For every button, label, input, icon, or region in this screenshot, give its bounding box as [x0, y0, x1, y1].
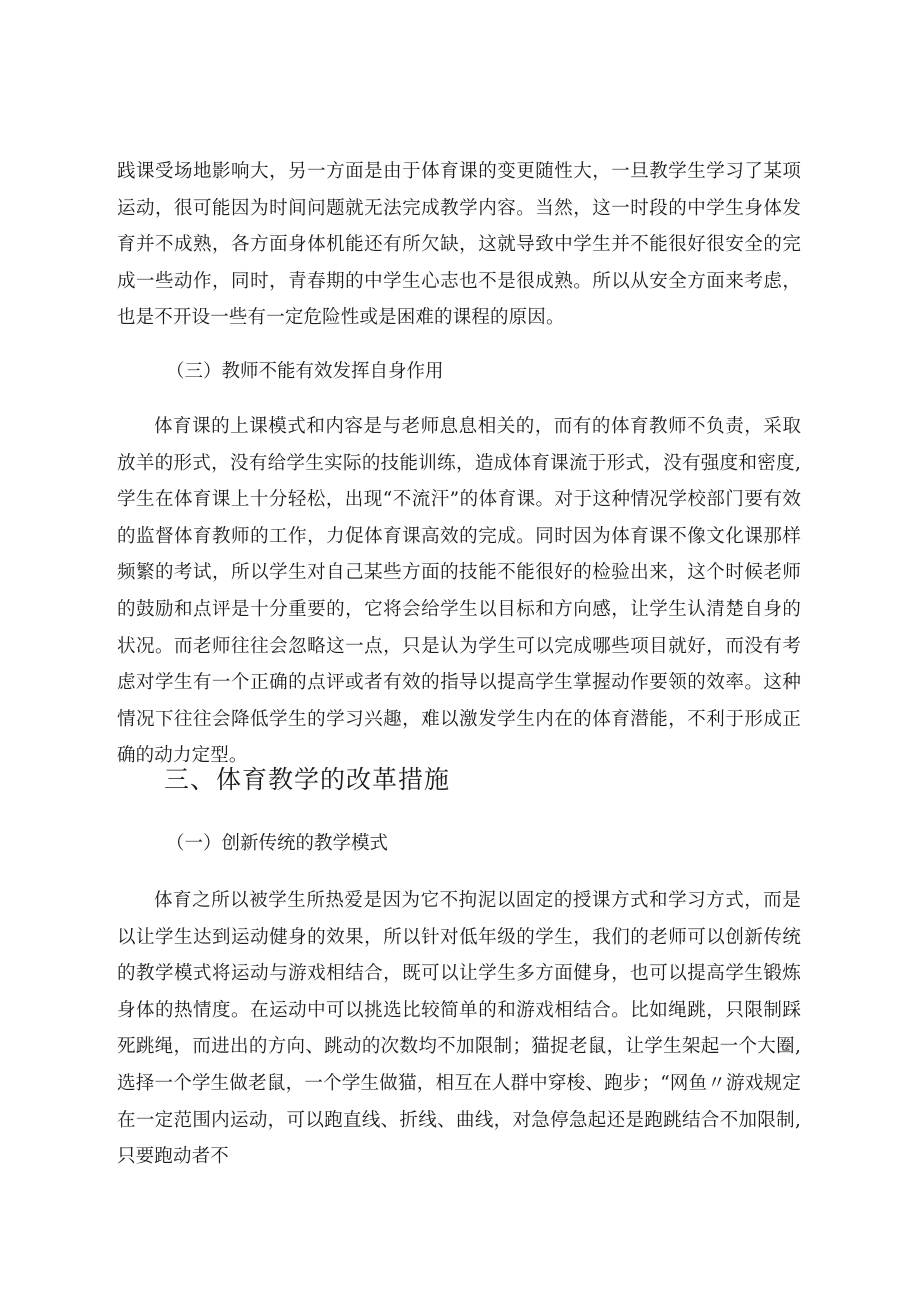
subheading-teacher-role: （三）教师不能有效发挥自身作用	[166, 361, 444, 382]
paragraph-teacher-responsibility: 体育课的上课模式和内容是与老师息息相关的，而有的体育教师不负责，采取放羊的形式，没有给学生实际的技能训练，造成体育课流于形式，没有强度和密度,学生在体育课上十分轻松，出现“不流汗”的体育课。对于这种情况学校部门要有效的监督体育教师的工作，力促体育课高效的完成。同时因为体育课不像文化课那样频繁的考试，所以学生对自己某些方面的技能不能很好的检验出来，这个时候老师的鼓励和点评是十分重要的，它将会给学生以目标和方向感，让学生认清楚自身的状况。而老师往往会忽略这一点，只是认为学生可以完成哪些项目就好，而没有考虑对学生有一个正确的点评或者有效的指导以提高学生掌握动作要领的效率。这种情况下往往会降低学生的学习兴趣，难以激发学生内在的体育潜能，不利于形成正确的动力定型。	[117, 416, 801, 767]
paragraph-games-and-exercise: 体育之所以被学生所热爱是因为它不拘泥以固定的授课方式和学习方式，而是以让学生达到运动健身的效果，所以针对低年级的学生，我们的老师可以创新传统的教学模式将运动与游戏相结合，既可以让学生多方面健身，也可以提高学生锻炼身体的热情度。在运动中可以挑选比较简单的和游戏相结合。比如绳跳，只限制踩死跳绳，而进出的方向、跳动的次数均不加限制；猫捉老鼠，让学生架起一个大圈,选择一个学生做老鼠，一个学生做猫，相互在人群中穿梭、跑步；“网鱼〃游戏规定在一定范围内运动，可以跑直线、折线、曲线，对急停急起还是跑跳结合不加限制,只要跑动者不	[117, 890, 801, 1168]
section-heading-reform-measures: 三、体育教学的改革措施	[164, 765, 451, 794]
subheading-innovate-teaching-model: （一）创新传统的教学模式	[166, 833, 389, 854]
paragraph-safety-reasons: 践课受场地影响大，另一方面是由于体育课的变更随性大，一旦教学生学习了某项运动，很可能因为时间问题就无法完成教学内容。当然，这一时段的中学生身体发育并不成熟，各方面身体机能还有所欠缺，这就导致中学生并不能很好很安全的完成一些动作，同时，青春期的中学生心志也不是很成熟。所以从安全方面来考虑，也是不开设一些有一定危险性或是困难的课程的原因。	[117, 161, 801, 329]
